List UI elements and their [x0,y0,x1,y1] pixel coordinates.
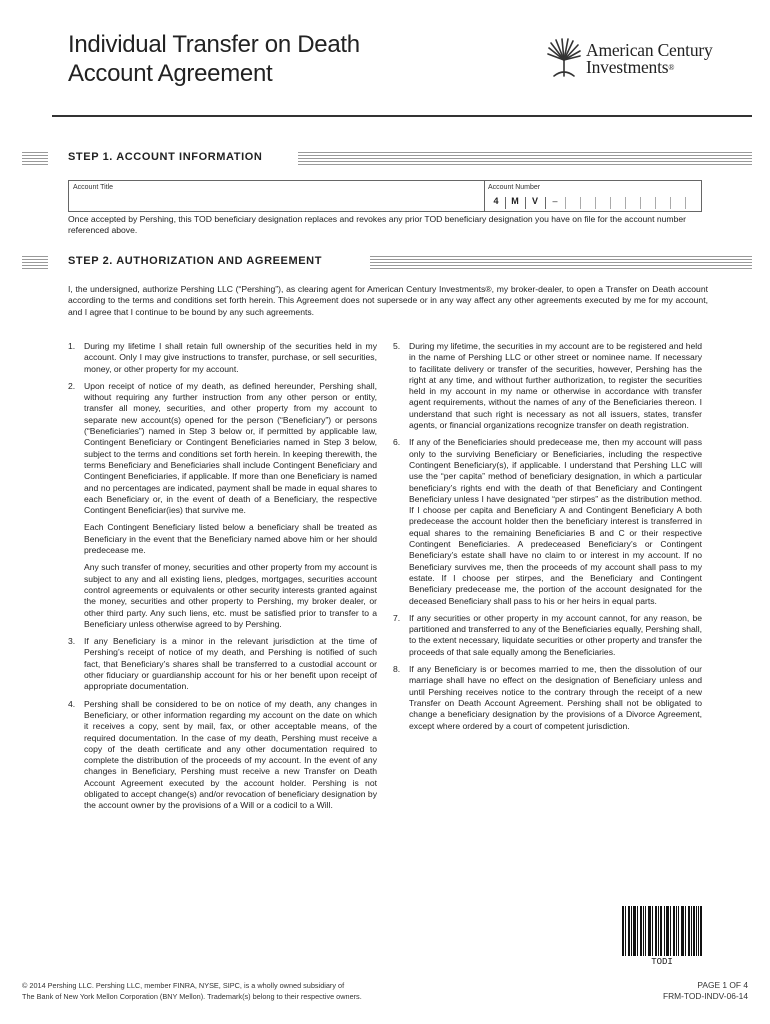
title-line-1: Individual Transfer on Death [68,31,360,58]
digit-separator [565,197,566,209]
account-number-dash: – [552,196,558,206]
term-number: 3. [68,636,76,647]
term-number: 2. [68,380,76,391]
header-divider [52,115,752,117]
term-2-paragraph-3: Any such transfer of money, securities and other property from my account is subject to any and all existing liens, pledges, mortgages, securities account control agreements or equivalents or other security interests granted against the money, securities and other property to Pershing, my broker dealer, or other third party. Any such liens, etc. must be satisfied prior to transfer to a Beneficiary unless otherwise agreed to by Pershing. [84,562,377,629]
account-number-label: Account Number [488,184,541,191]
term-number: 8. [393,664,401,675]
digit-separator [610,197,611,209]
digit-separator [525,197,526,209]
step1-title: STEP 1. ACCOUNT INFORMATION [68,151,272,163]
step1-rule [298,152,752,166]
registered-mark: ® [668,63,675,72]
logo-text [586,42,713,76]
term-5 [393,341,702,431]
term-text: Upon receipt of notice of my death, as defined hereunder, Pershing shall, without requiring any further instruction from any other person or entity, transfer all money, securities, and other property from my account to separate new account(s) opened for the person (“Beneficiary”) or persons (“Beneficiaries”) named in Step 3 below or, if permitted by applicable law, Contingent Beneficiary or Contingent Beneficiaries named in Step 3 below, subject to the terms and conditions set forth herein. In keeping therewith, the terms Beneficiary and Beneficiaries shall include Contingent Beneficiary and Contingent Beneficiaries, if applicable. If more than one Beneficiary is named and no percentages are indicated, payment shall be made in equal shares to each Beneficiary or, in the event of death of a Beneficiary, the respective Contingent Beneficiar(ies) that survive me. [84,380,377,516]
form-id: FRM-TOD-INDV-06-14 [662,991,748,1001]
term-number: 4. [68,698,76,709]
term-number: 5. [393,341,401,351]
term-4 [68,699,377,812]
account-number-digit-3: V [531,196,538,206]
step1-grip [22,152,48,166]
term-2-paragraph-2: Each Contingent Beneficiary listed below a beneficiary shall be treated as Beneficiary in the event that the Beneficiary named above him or her should predecease me. [84,522,377,556]
account-title-input[interactable] [71,193,481,210]
step2-grip [22,256,48,270]
term-text: During my lifetime I shall retain full ownership of the securities held in my account. Only I may give instructions to transfer, purchase, or sell securities, money, or other property for my account. [84,341,377,374]
term-1 [68,341,377,375]
term-7 [393,613,702,658]
page-number: PAGE 1 OF 4 [697,980,748,990]
logo-line-2 [586,59,713,76]
page-title [68,30,360,88]
term-6 [393,437,702,606]
step2-title: STEP 2. AUTHORIZATION AND AGREEMENT [68,255,332,267]
step1-note: Once accepted by Pershing, this TOD beneficiary designation replaces and revokes any prior TOD beneficiary designation you have on file for the account number referenced above. [68,214,686,236]
account-number-digit-1: 4 [493,196,499,206]
term-2 [68,381,377,517]
account-box-divider [484,181,485,212]
title-line-2: Account Agreement [68,60,273,87]
footer-left-line-2: The Bank of New York Mellon Corporation (BNY Mellon). Trademark(s) belong to their respective owners. [22,992,362,1001]
company-logo [546,38,746,84]
term-text: During my lifetime, the securities in my account are to be registered and held in the name of Pershing LLC or other street or nominee name. If necessary to facilitate delivery or transfer of the securities, however, Pershing has the right at any time, and without further authorization, to register the securities held in my account in my name or otherwise in accordance with transfer agent requirements, without the names of any of the Beneficiaries thereon. I understand that such right is necessary as not all issuers, states, transfer agents, or financial organizations recognize transfer on death registration. [409,341,702,431]
step1-header [22,152,752,166]
footer-left-line-1: © 2014 Pershing LLC. Pershing LLC, member FINRA, NYSE, SIPC, is a wholly owned subsidiary of [22,981,345,990]
digit-separator [625,197,626,209]
digit-separator [685,197,686,209]
terms-column-right [393,341,702,732]
digit-separator [655,197,656,209]
term-number: 1. [68,341,76,351]
term-number: 6. [393,437,401,448]
term-text: If any Beneficiary is or becomes married to me, then the dissolution of our marriage shall have no effect on the designation of Beneficiary unless and until Pershing receives notice to the contrary through the receipt of a new Transfer on Death Account Agreement. Pershing shall not be obligated to change a beneficiary designation by the provisions of a Divorce Agreement, except where ordered by a court of competent jurisdiction. [409,664,702,731]
digit-separator [545,197,546,209]
term-text: If any Beneficiary is a minor in the relevant jurisdiction at the time of Pershing’s receipt of notice of my death, and Pershing is notified of such fact, that Beneficiary’s shares shall be transferred to a custodial account or other fiduciary or guardianship account for his or her benefit upon receipt of appropriate documentation. [84,636,377,692]
term-3 [68,636,377,692]
digit-separator [670,197,671,209]
footer-page-info [663,980,748,1002]
term-text: If any securities or other property in my account cannot, for any reason, be partitioned and transferred to any of the Beneficiaries equally, Pershing shall, to the extent necessary, liquidate securities or other property and transfer the proceeds of that sale equally among the Beneficiaries. [409,612,702,657]
term-text: Pershing shall be considered to be on notice of my death, any changes in Beneficiary, or other information regarding my account on the date on which it receives a copy, sent by mail, fax, or other acceptable means, of the required documentation. In the case of my death, Pershing must receive a copy of the death certificate and any other documentation required to complete the distribution of the proceeds of my account. In the event of any changes in Beneficiary, Pershing must receive a new Transfer on Death Account Agreement executed by the account holder. Pershing is not obligated to accept change(s) and/or revocation of beneficiary designation by the account owner by the provisions of a Will or a codicil to a Will. [84,698,377,811]
step2-intro: I, the undersigned, authorize Pershing LLC (“Pershing”), as clearing agent for American Century Investments®, my broker-dealer, to open a Transfer on Death account according to the terms and conditions set forth herein. This Agreement does not supersede or in any way affect any other agreements executed by me for my account, and I agree that I continue to be bound by any such agreements. [68,284,708,317]
logo-line-2-text: Investments [586,57,669,77]
digit-separator [580,197,581,209]
footer-copyright [22,980,362,1002]
terms-column-left [68,341,377,812]
barcode-label: TODI [651,957,673,967]
account-number-digit-2: M [511,196,519,206]
step2-header [22,256,752,270]
form-barcode [622,906,702,956]
logo-line-1: American Century [586,40,713,60]
tree-icon [546,38,582,78]
term-number: 7. [393,612,401,623]
digit-separator [505,197,506,209]
digit-separator [595,197,596,209]
term-8 [393,664,702,732]
account-info-box [68,180,702,212]
step2-rule [370,256,752,270]
digit-separator [640,197,641,209]
term-text: If any of the Beneficiaries should predecease me, then my account will pass only to the surviving Beneficiary or Beneficiaries, including the respective Contingent Beneficiary(s), if applicable. I understand that Pershing LLC will use the “per capita” method of beneficiary designation, in which a particular beneficiary’s rights end with the death of that Beneficiary and Contingent Beneficiary unless I have designated “per stirpes” as the distribution method. If I choose per capita and Beneficiary A and Contingent Beneficiary A both predecease the account holder then the beneficiary interest is transferred in equal shares to the remaining Beneficiaries B and C or their respective Contingent Beneficiaries. A predeceased Beneficiary’s or Contingent Beneficiary’s estate shall have no claim to or interest in my account. If no Beneficiary survives me, then the proceeds of my account shall pass to my estate. If I choose per stirpes, and the Beneficiary and Contingent Beneficiary predecease me, the portion of the account designated for the deceased Beneficiary shall pass to his or her heirs in equal parts. [409,437,702,606]
account-title-label: Account Title [73,184,114,191]
